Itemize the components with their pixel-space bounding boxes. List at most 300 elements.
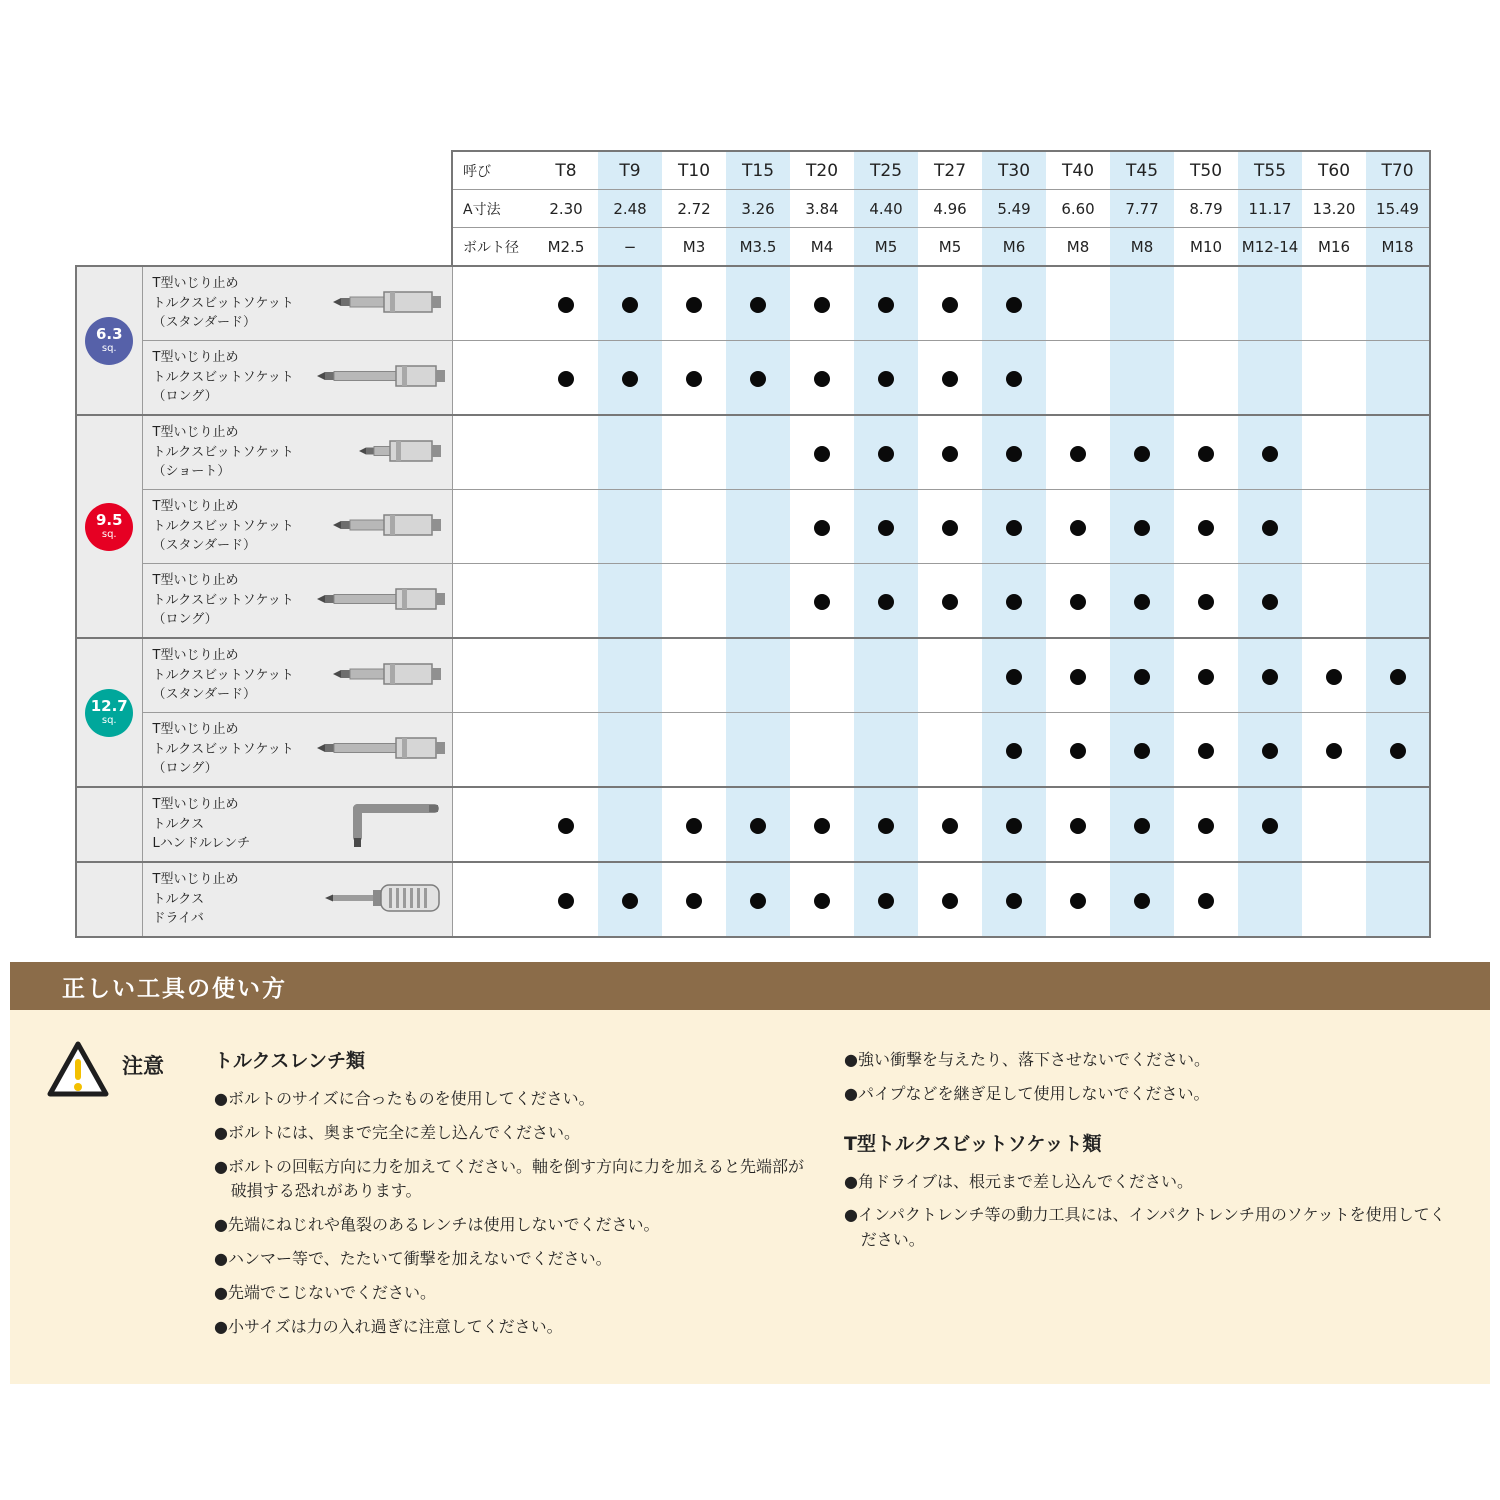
availability-dot <box>942 594 958 610</box>
compat-cell-T25 <box>854 787 918 862</box>
availability-dot <box>558 818 574 834</box>
compat-cell-T50 <box>1174 713 1238 788</box>
compat-cell-T40 <box>1046 713 1110 788</box>
a-dim-cell-T25: 4.40 <box>854 190 918 228</box>
compat-cell-T55 <box>1238 490 1302 564</box>
availability-dot <box>1198 446 1214 462</box>
availability-dot <box>1070 446 1086 462</box>
compat-cell-T70 <box>1366 415 1430 490</box>
compat-cell-T70 <box>1366 564 1430 639</box>
product-label-line: T型いじり止め <box>152 276 239 292</box>
product-label-line: （スタンダード） <box>152 687 256 703</box>
product-label-cell <box>142 862 312 937</box>
spacer-cell <box>452 713 534 788</box>
bolt-dia-cell-T60: M16 <box>1302 228 1366 267</box>
torx-wrench-notes-heading: トルクスレンチ類 <box>214 1050 365 1072</box>
availability-dot <box>1390 669 1406 685</box>
availability-dot <box>1198 594 1214 610</box>
usage-note: ●ボルトのサイズに合ったものを使用してください。 <box>214 1089 595 1108</box>
compat-cell-T60 <box>1302 266 1366 341</box>
size-header-cell-T30: T30 <box>982 151 1046 190</box>
compat-cell-T10 <box>662 266 726 341</box>
availability-dot <box>1326 669 1342 685</box>
compat-cell-T9 <box>598 787 662 862</box>
size-header-cell-T9: T9 <box>598 151 662 190</box>
drive-size-badge-12.7: 12.7 sq. <box>85 689 133 737</box>
usage-note: ●ボルトには、奥まで完全に差し込んでください。 <box>214 1122 580 1142</box>
availability-dot <box>814 446 830 462</box>
drive-size-badge-9.5: 9.5 sq. <box>85 503 133 551</box>
compat-cell-T30 <box>982 638 1046 713</box>
compat-cell-T45 <box>1110 713 1174 788</box>
product-label-line: T型いじり止め <box>152 350 239 366</box>
compat-cell-T55 <box>1238 787 1302 862</box>
product-label-line: トルクス <box>152 816 205 832</box>
availability-dot <box>1070 893 1086 909</box>
compat-cell-T25 <box>854 713 918 788</box>
availability-dot <box>558 297 574 313</box>
usage-note: ●先端でこじないでください。 <box>214 1282 436 1302</box>
compat-cell-T55 <box>1238 638 1302 713</box>
compat-cell-T27 <box>918 713 982 788</box>
availability-dot <box>1262 818 1278 834</box>
availability-dot <box>1134 594 1150 610</box>
availability-dot <box>1006 743 1022 759</box>
compat-cell-T20 <box>790 638 854 713</box>
product-label-line: T型いじり止め <box>152 573 239 589</box>
usage-section-body <box>10 1010 1490 1384</box>
bit-socket-notes-heading: T型トルクスビットソケット類 <box>844 1132 1102 1155</box>
drive-size-badge-6.3: 6.3 sq. <box>85 317 133 365</box>
spacer-cell <box>452 341 534 416</box>
socket-long-icon <box>312 713 452 788</box>
availability-dot <box>1262 743 1278 759</box>
compat-cell-T20 <box>790 490 854 564</box>
availability-dot <box>878 297 894 313</box>
product-label-line: （ロング） <box>152 761 218 777</box>
drive-size-cell-6.3 <box>76 266 142 415</box>
spacer-cell <box>452 415 534 490</box>
compat-cell-T25 <box>854 490 918 564</box>
size-header-cell-T27: T27 <box>918 151 982 190</box>
availability-dot <box>1134 743 1150 759</box>
compat-cell-T30 <box>982 862 1046 937</box>
usage-note: ●ハンマー等で、たたいて衝撃を加えないでください。 <box>214 1248 612 1268</box>
compat-cell-T27 <box>918 564 982 639</box>
compat-cell-T30 <box>982 787 1046 862</box>
availability-dot <box>1006 520 1022 536</box>
product-label-line: T型いじり止め <box>152 722 239 738</box>
compat-cell-T10 <box>662 638 726 713</box>
product-label-line: トルクスビットソケット <box>152 592 294 608</box>
bolt-dia-cell-T30: M6 <box>982 228 1046 267</box>
compat-cell-T9 <box>598 862 662 937</box>
availability-dot <box>814 594 830 610</box>
availability-dot <box>1198 669 1214 685</box>
compat-cell-T30 <box>982 564 1046 639</box>
bolt-dia-cell-T8: M2.5 <box>534 228 598 267</box>
compat-cell-T40 <box>1046 490 1110 564</box>
compat-cell-T27 <box>918 341 982 416</box>
availability-dot <box>814 371 830 387</box>
availability-dot <box>622 371 638 387</box>
a-dim-cell-T9: 2.48 <box>598 190 662 228</box>
availability-dot <box>1134 818 1150 834</box>
bolt-dia-cell-T9: − <box>598 228 662 267</box>
product-label-line: トルクスビットソケット <box>152 444 294 460</box>
compat-cell-T27 <box>918 415 982 490</box>
a-dim-cell-T60: 13.20 <box>1302 190 1366 228</box>
size-header-cell-T55: T55 <box>1238 151 1302 190</box>
availability-dot <box>622 297 638 313</box>
compat-cell-T27 <box>918 638 982 713</box>
compat-cell-T25 <box>854 415 918 490</box>
socket-standard-icon <box>312 266 452 341</box>
a-dim-cell-T50: 8.79 <box>1174 190 1238 228</box>
compat-cell-T30 <box>982 341 1046 416</box>
usage-note: ●インパクトレンチ等の動力工具には、インパクトレンチ用のソケットを使用してください。 <box>844 1205 1446 1250</box>
torx-compatibility-table <box>75 150 1431 938</box>
product-label-line: ドライバ <box>152 911 204 927</box>
compat-cell-T8 <box>534 862 598 937</box>
availability-dot <box>1006 669 1022 685</box>
product-label-line: トルクスビットソケット <box>152 518 294 534</box>
product-label-line: （スタンダード） <box>152 538 256 554</box>
compat-cell-T55 <box>1238 266 1302 341</box>
availability-dot <box>942 893 958 909</box>
caution-label: 注意 <box>122 1054 164 1078</box>
availability-dot <box>878 520 894 536</box>
compat-cell-T30 <box>982 415 1046 490</box>
availability-dot <box>942 371 958 387</box>
compat-cell-T40 <box>1046 341 1110 416</box>
general-notes-list <box>844 1048 1460 1107</box>
spacer-cell <box>452 638 534 713</box>
drive-size-cell-empty <box>76 862 142 937</box>
availability-dot <box>1070 669 1086 685</box>
compat-cell-T45 <box>1110 862 1174 937</box>
compat-cell-T27 <box>918 490 982 564</box>
compat-cell-T60 <box>1302 341 1366 416</box>
availability-dot <box>686 297 702 313</box>
product-label-line: トルクスビットソケット <box>152 369 294 385</box>
product-label-cell <box>142 787 312 862</box>
availability-dot <box>1198 893 1214 909</box>
compat-cell-T8 <box>534 490 598 564</box>
a-dim-cell-T70: 15.49 <box>1366 190 1430 228</box>
size-header-cell-T15: T15 <box>726 151 790 190</box>
availability-dot <box>1006 371 1022 387</box>
a-dim-cell-T30: 5.49 <box>982 190 1046 228</box>
availability-dot <box>558 371 574 387</box>
compat-cell-T70 <box>1366 638 1430 713</box>
l-handle-icon <box>312 787 452 862</box>
torx-wrench-notes-list <box>214 1087 814 1339</box>
compat-cell-T40 <box>1046 638 1110 713</box>
product-row <box>76 638 1430 713</box>
compat-cell-T25 <box>854 266 918 341</box>
availability-dot <box>750 371 766 387</box>
product-label-line: （ショート） <box>152 464 231 480</box>
product-row <box>76 862 1430 937</box>
availability-dot <box>1134 446 1150 462</box>
usage-section-header <box>10 962 1490 1010</box>
compat-cell-T55 <box>1238 713 1302 788</box>
availability-dot <box>1326 743 1342 759</box>
usage-note: ●パイプなどを継ぎ足して使用しないでください。 <box>844 1083 1210 1103</box>
socket-short-icon <box>312 415 452 490</box>
drive-size-cell-9.5 <box>76 415 142 638</box>
compat-cell-T70 <box>1366 787 1430 862</box>
availability-dot <box>878 893 894 909</box>
compat-cell-T45 <box>1110 341 1174 416</box>
bolt-dia-cell-T10: M3 <box>662 228 726 267</box>
compat-cell-T10 <box>662 490 726 564</box>
availability-dot <box>814 297 830 313</box>
compat-cell-T70 <box>1366 862 1430 937</box>
compat-cell-T15 <box>726 713 790 788</box>
compat-cell-T8 <box>534 713 598 788</box>
size-header-cell-T50: T50 <box>1174 151 1238 190</box>
compat-cell-T50 <box>1174 638 1238 713</box>
bolt-dia-cell-T55: M12-14 <box>1238 228 1302 267</box>
compat-cell-T70 <box>1366 341 1430 416</box>
compat-cell-T15 <box>726 638 790 713</box>
availability-dot <box>1006 818 1022 834</box>
spacer-cell <box>452 266 534 341</box>
bit-socket-notes-column <box>814 1040 1460 1348</box>
product-row <box>76 787 1430 862</box>
product-label-line: Lハンドルレンチ <box>152 836 251 852</box>
a-dim-cell-T27: 4.96 <box>918 190 982 228</box>
compat-cell-T55 <box>1238 415 1302 490</box>
compat-cell-T15 <box>726 862 790 937</box>
size-header-cell-T25: T25 <box>854 151 918 190</box>
compat-cell-T15 <box>726 341 790 416</box>
product-label-line: トルクスビットソケット <box>152 667 294 683</box>
compat-cell-T25 <box>854 564 918 639</box>
compat-cell-T30 <box>982 713 1046 788</box>
header-row-label: A寸法 <box>452 190 534 228</box>
usage-section-title: 正しい工具の使い方 <box>62 975 287 1002</box>
compat-cell-T50 <box>1174 564 1238 639</box>
compat-cell-T45 <box>1110 638 1174 713</box>
compat-cell-T25 <box>854 638 918 713</box>
availability-dot <box>686 371 702 387</box>
compat-cell-T20 <box>790 341 854 416</box>
compat-cell-T50 <box>1174 341 1238 416</box>
a-dim-cell-T20: 3.84 <box>790 190 854 228</box>
usage-note: ●先端にねじれや亀裂のあるレンチは使用しないでください。 <box>214 1215 660 1235</box>
availability-dot <box>942 520 958 536</box>
compat-cell-T60 <box>1302 415 1366 490</box>
a-dim-cell-T45: 7.77 <box>1110 190 1174 228</box>
compat-cell-T10 <box>662 341 726 416</box>
product-label-line: トルクスビットソケット <box>152 295 294 311</box>
compat-cell-T40 <box>1046 266 1110 341</box>
bolt-dia-cell-T40: M8 <box>1046 228 1110 267</box>
table-corner <box>76 151 452 266</box>
a-dim-cell-T55: 11.17 <box>1238 190 1302 228</box>
compat-cell-T8 <box>534 638 598 713</box>
compat-cell-T20 <box>790 564 854 639</box>
compat-cell-T40 <box>1046 415 1110 490</box>
availability-dot <box>1198 743 1214 759</box>
drive-size-cell-12.7 <box>76 638 142 787</box>
product-label-line: トルクスビットソケット <box>152 741 294 757</box>
compat-cell-T40 <box>1046 564 1110 639</box>
availability-dot <box>1006 893 1022 909</box>
compat-cell-T10 <box>662 564 726 639</box>
product-label-line: T型いじり止め <box>152 872 239 888</box>
bolt-dia-cell-T27: M5 <box>918 228 982 267</box>
compat-cell-T20 <box>790 415 854 490</box>
caution-block <box>46 1040 214 1348</box>
availability-dot <box>814 893 830 909</box>
product-label-line: （ロング） <box>152 389 218 405</box>
size-header-cell-T40: T40 <box>1046 151 1110 190</box>
availability-dot <box>942 297 958 313</box>
availability-dot <box>1070 818 1086 834</box>
compat-cell-T60 <box>1302 862 1366 937</box>
availability-dot <box>1134 893 1150 909</box>
bolt-dia-cell-T20: M4 <box>790 228 854 267</box>
compat-cell-T25 <box>854 341 918 416</box>
availability-dot <box>686 818 702 834</box>
compat-cell-T50 <box>1174 266 1238 341</box>
compat-cell-T50 <box>1174 862 1238 937</box>
compat-cell-T9 <box>598 266 662 341</box>
spacer-cell <box>452 490 534 564</box>
compat-cell-T55 <box>1238 341 1302 416</box>
header-row-label: 呼び <box>452 151 534 190</box>
compat-cell-T60 <box>1302 490 1366 564</box>
compat-cell-T9 <box>598 638 662 713</box>
compat-cell-T9 <box>598 564 662 639</box>
compat-cell-T30 <box>982 266 1046 341</box>
product-row <box>76 341 1430 416</box>
compat-cell-T8 <box>534 415 598 490</box>
availability-dot <box>622 893 638 909</box>
socket-standard-icon <box>312 638 452 713</box>
availability-dot <box>1070 743 1086 759</box>
bit-socket-notes-list <box>844 1170 1460 1253</box>
a-dim-cell-T8: 2.30 <box>534 190 598 228</box>
availability-dot <box>558 893 574 909</box>
availability-dot <box>1006 594 1022 610</box>
product-label-cell <box>142 266 312 341</box>
compat-cell-T60 <box>1302 638 1366 713</box>
availability-dot <box>878 371 894 387</box>
availability-dot <box>1006 446 1022 462</box>
compat-cell-T50 <box>1174 415 1238 490</box>
size-header-cell-T70: T70 <box>1366 151 1430 190</box>
usage-note: ●小サイズは力の入れ過ぎに注意してください。 <box>214 1316 563 1336</box>
torx-wrench-notes-column <box>214 1040 814 1348</box>
compat-cell-T70 <box>1366 713 1430 788</box>
usage-note: ●強い衝撃を与えたり、落下させないでください。 <box>844 1050 1210 1069</box>
product-label-line: T型いじり止め <box>152 797 239 813</box>
compat-cell-T9 <box>598 341 662 416</box>
product-label-line: （ロング） <box>152 612 218 628</box>
availability-dot <box>942 446 958 462</box>
compat-cell-T27 <box>918 266 982 341</box>
compat-cell-T50 <box>1174 490 1238 564</box>
a-dim-cell-T15: 3.26 <box>726 190 790 228</box>
compat-cell-T27 <box>918 787 982 862</box>
warning-triangle-icon <box>46 1040 110 1100</box>
compat-cell-T60 <box>1302 787 1366 862</box>
availability-dot <box>878 446 894 462</box>
size-header-cell-T45: T45 <box>1110 151 1174 190</box>
compat-cell-T20 <box>790 266 854 341</box>
drive-size-cell-empty <box>76 787 142 862</box>
availability-dot <box>1198 818 1214 834</box>
product-label-cell <box>142 564 312 639</box>
product-label-line: T型いじり止め <box>152 648 239 664</box>
compat-cell-T50 <box>1174 787 1238 862</box>
a-dim-cell-T40: 6.60 <box>1046 190 1110 228</box>
compat-cell-T40 <box>1046 787 1110 862</box>
compat-cell-T70 <box>1366 490 1430 564</box>
availability-dot <box>750 893 766 909</box>
compat-cell-T60 <box>1302 713 1366 788</box>
compat-cell-T10 <box>662 713 726 788</box>
compat-cell-T10 <box>662 862 726 937</box>
bolt-dia-cell-T50: M10 <box>1174 228 1238 267</box>
compat-cell-T70 <box>1366 266 1430 341</box>
compat-cell-T9 <box>598 415 662 490</box>
size-header-cell-T60: T60 <box>1302 151 1366 190</box>
compat-cell-T8 <box>534 341 598 416</box>
product-row <box>76 490 1430 564</box>
availability-dot <box>1070 520 1086 536</box>
availability-dot <box>814 818 830 834</box>
product-label-line: トルクス <box>152 891 205 907</box>
compat-cell-T15 <box>726 787 790 862</box>
availability-dot <box>878 818 894 834</box>
product-row <box>76 713 1430 788</box>
compat-cell-T40 <box>1046 862 1110 937</box>
availability-dot <box>1262 594 1278 610</box>
availability-dot <box>1198 520 1214 536</box>
compat-cell-T10 <box>662 787 726 862</box>
size-header-cell-T8: T8 <box>534 151 598 190</box>
size-header-cell-T20: T20 <box>790 151 854 190</box>
compat-cell-T20 <box>790 713 854 788</box>
spacer-cell <box>452 862 534 937</box>
availability-dot <box>750 297 766 313</box>
compat-cell-T8 <box>534 564 598 639</box>
availability-dot <box>750 818 766 834</box>
product-label-cell <box>142 341 312 416</box>
compat-cell-T8 <box>534 266 598 341</box>
product-label-cell <box>142 713 312 788</box>
availability-dot <box>686 893 702 909</box>
availability-dot <box>1262 669 1278 685</box>
compat-cell-T45 <box>1110 787 1174 862</box>
socket-long-icon <box>312 341 452 416</box>
compat-cell-T60 <box>1302 564 1366 639</box>
availability-dot <box>1134 520 1150 536</box>
compat-cell-T9 <box>598 490 662 564</box>
usage-note: ●ボルトの回転方向に力を加えてください。軸を倒す方向に力を加えると先端部が破損する恐れがあります。 <box>214 1156 804 1201</box>
availability-dot <box>814 520 830 536</box>
product-label-line: （スタンダード） <box>152 315 256 331</box>
product-label-line: T型いじり止め <box>152 425 239 441</box>
a-dim-cell-T10: 2.72 <box>662 190 726 228</box>
socket-long-icon <box>312 564 452 639</box>
